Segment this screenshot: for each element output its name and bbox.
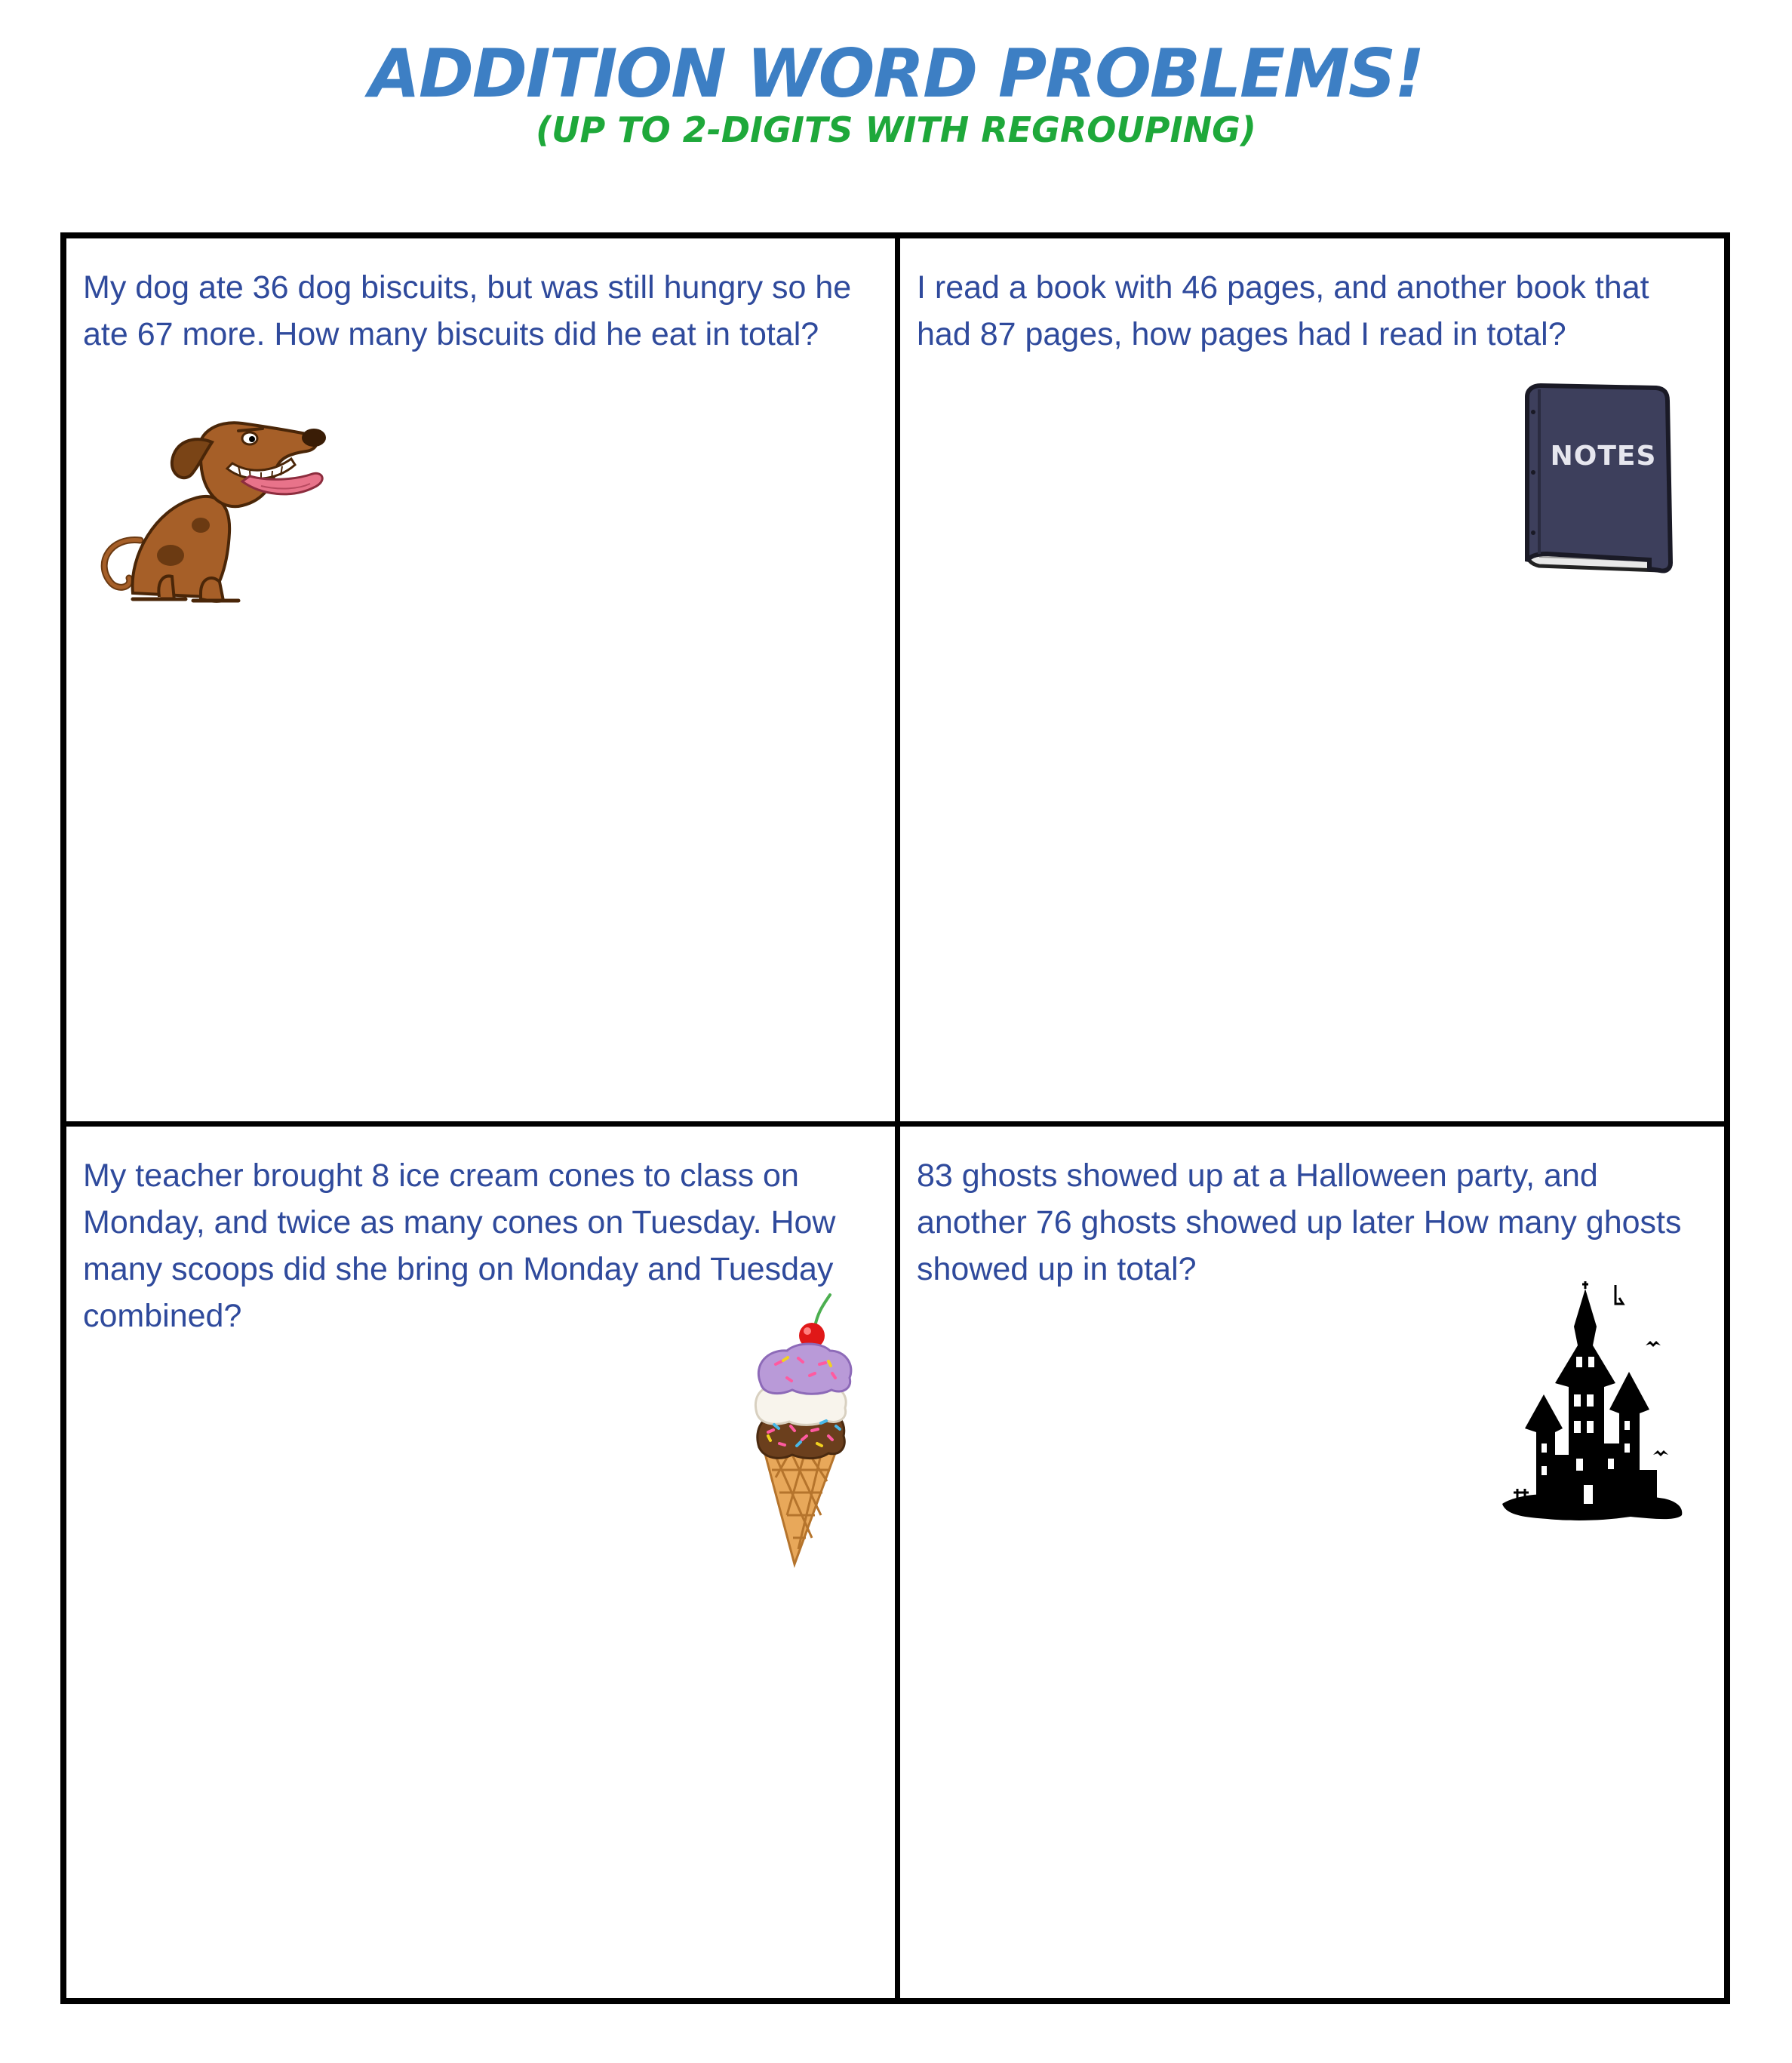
problem-text-3: My teacher brought 8 ice cream cones to class on Monday, and twice as many cones on Tuesday. How many scoops did she bring on Monday and Tuesday combined? — [83, 1158, 836, 1334]
problem-text-4: 83 ghosts showed up at a Halloween party, and another 76 ghosts showed up later How many ghosts showed up in total? — [917, 1158, 1682, 1287]
problem-text-1: My dog ate 36 dog biscuits, but was still hungry so he ate 67 more. How many biscuits did he eat in total? — [83, 269, 852, 352]
worksheet-subtitle: (UP TO 2-DIGITS WITH REGROUPING) — [536, 109, 1256, 150]
ice-cream-cone-icon — [745, 1289, 859, 1568]
problem-cell-4 — [900, 1127, 1724, 1998]
problem-grid — [60, 232, 1730, 2004]
grid-horizontal-divider — [66, 1121, 1724, 1127]
problem-cell-2 — [900, 238, 1724, 1121]
dog-icon — [88, 412, 329, 608]
notes-book-icon — [1517, 382, 1675, 582]
problem-text-2: I read a book with 46 pages, and another book that had 87 pages, how pages had I read in total? — [917, 269, 1649, 352]
worksheet-title: ADDITION WORD PROBLEMS! — [368, 35, 1424, 112]
problem-cell-1 — [66, 238, 895, 1121]
haunted-house-icon — [1502, 1281, 1687, 1530]
problem-cell-3 — [66, 1127, 895, 1998]
book-label: NOTES — [1550, 441, 1657, 472]
grid-vertical-divider — [895, 238, 900, 1998]
